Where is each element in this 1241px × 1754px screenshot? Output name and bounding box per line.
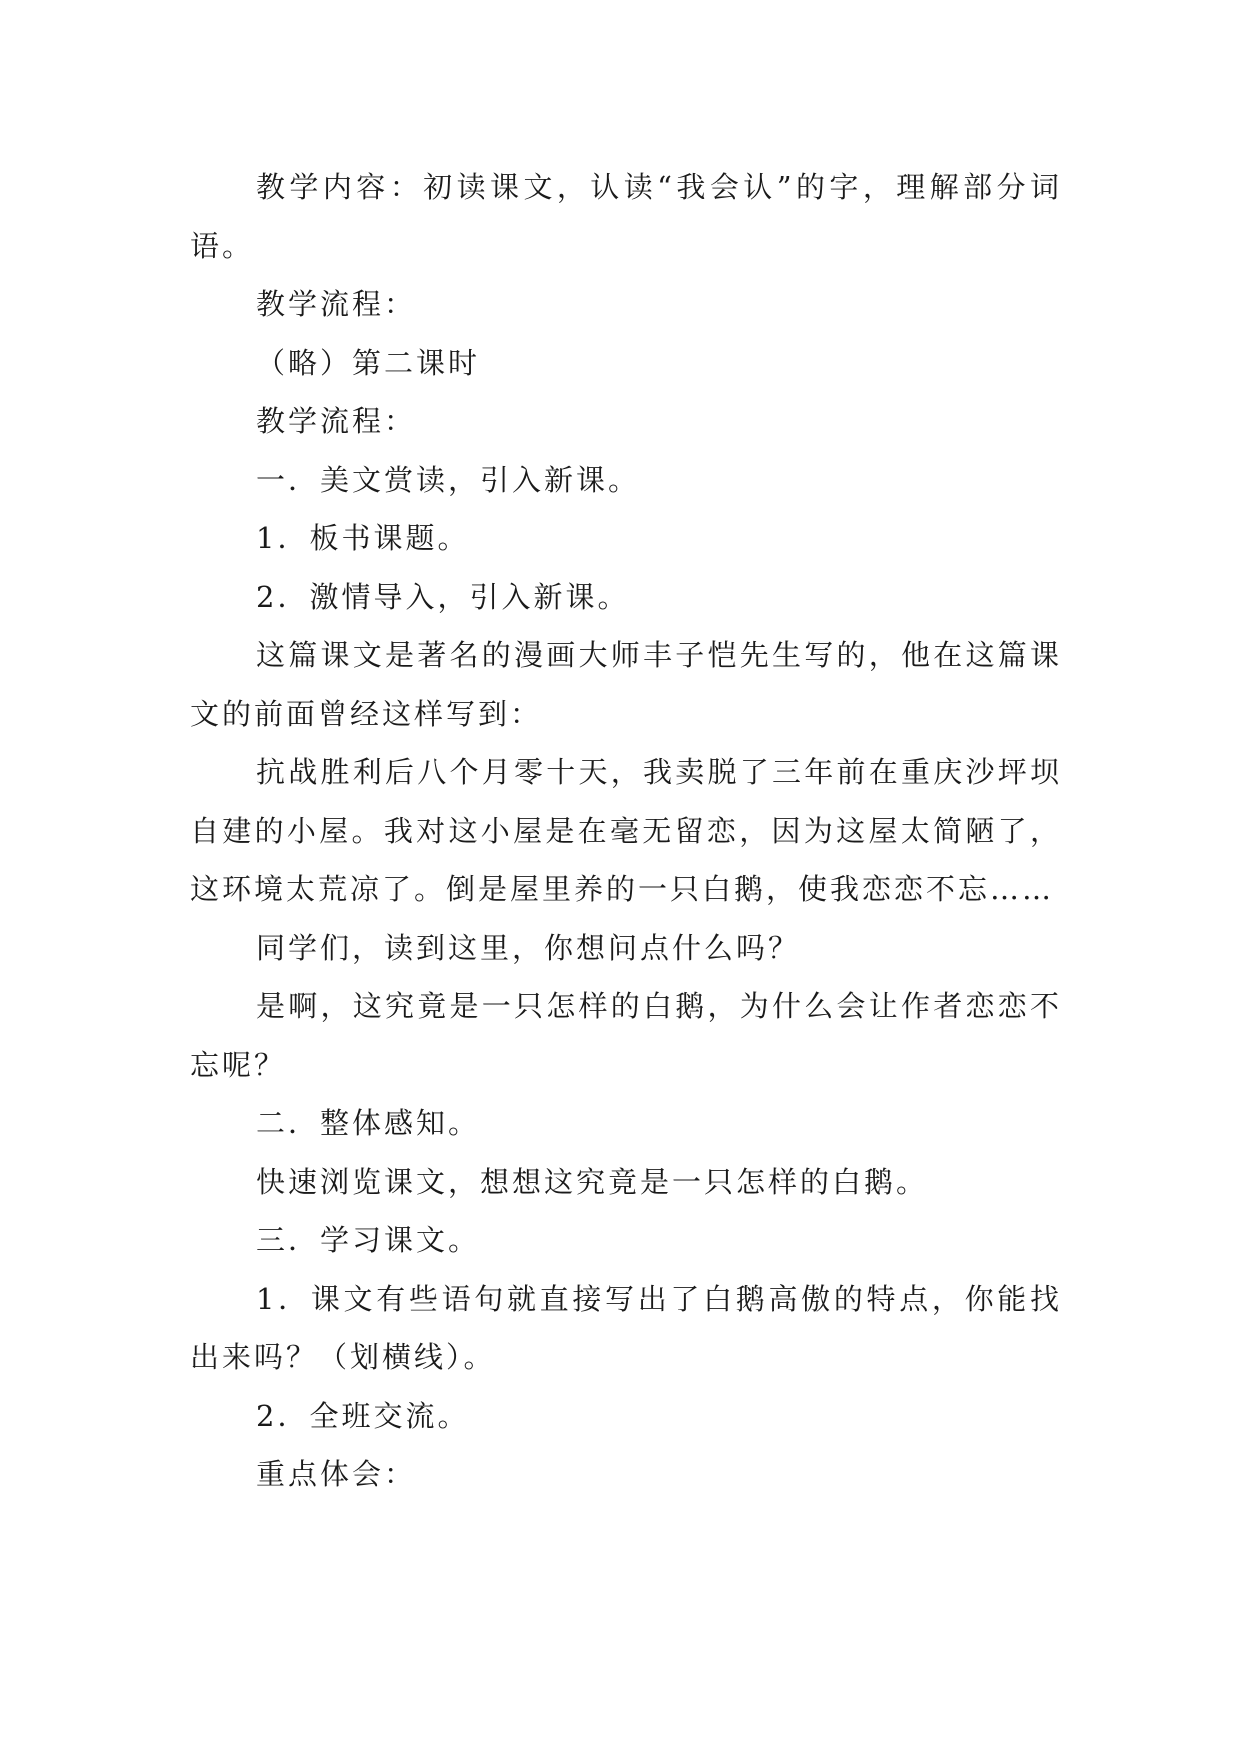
paragraph-reflection: 是啊，这究竟是一只怎样的白鹅，为什么会让作者恋恋不忘呢？ xyxy=(190,989,1062,1082)
paragraph-browse: 快速浏览课文，想想这究竟是一只怎样的白鹅。 xyxy=(256,1164,929,1199)
paragraph-quote: 抗战胜利后八个月零十天，我卖脱了三年前在重庆沙坪坝自建的小屋。我对这小屋是在毫无留恋，因为这屋太简陋了，这环境太荒凉了。倒是屋里养的一只白鹅，使我恋恋不忘…… xyxy=(190,755,1062,906)
list-item-1: 1．板书课题。 xyxy=(256,521,470,555)
paragraph-teaching-process-2: 教学流程： xyxy=(256,404,417,438)
paragraph-question: 同学们，读到这里，你想问点什么吗？ xyxy=(256,930,801,965)
paragraph-key-points: 重点体会： xyxy=(256,1457,417,1491)
paragraph-intro: 这篇课文是著名的漫画大师丰子恺先生写的，他在这篇课文的前面曾经这样写到： xyxy=(190,638,1062,731)
list-item-3: 1．课文有些语句就直接写出了白鹅高傲的特点，你能找出来吗？（划横线）。 xyxy=(190,1281,1062,1374)
list-item-4: 2．全班交流。 xyxy=(256,1398,470,1433)
paragraph-teaching-process-1: 教学流程： xyxy=(256,287,417,321)
list-item-2: 2．激情导入，引入新课。 xyxy=(256,579,630,614)
section-heading-1: 一．美文赏读，引入新课。 xyxy=(256,462,641,497)
paragraph-second-lesson: （略）第二课时 xyxy=(256,345,481,380)
section-heading-2: 二．整体感知。 xyxy=(256,1106,481,1140)
document-body xyxy=(190,158,1062,1504)
paragraph-teaching-content: 教学内容：初读课文，认读“我会认”的字，理解部分词语。 xyxy=(190,170,1062,263)
section-heading-3: 三．学习课文。 xyxy=(256,1223,481,1257)
